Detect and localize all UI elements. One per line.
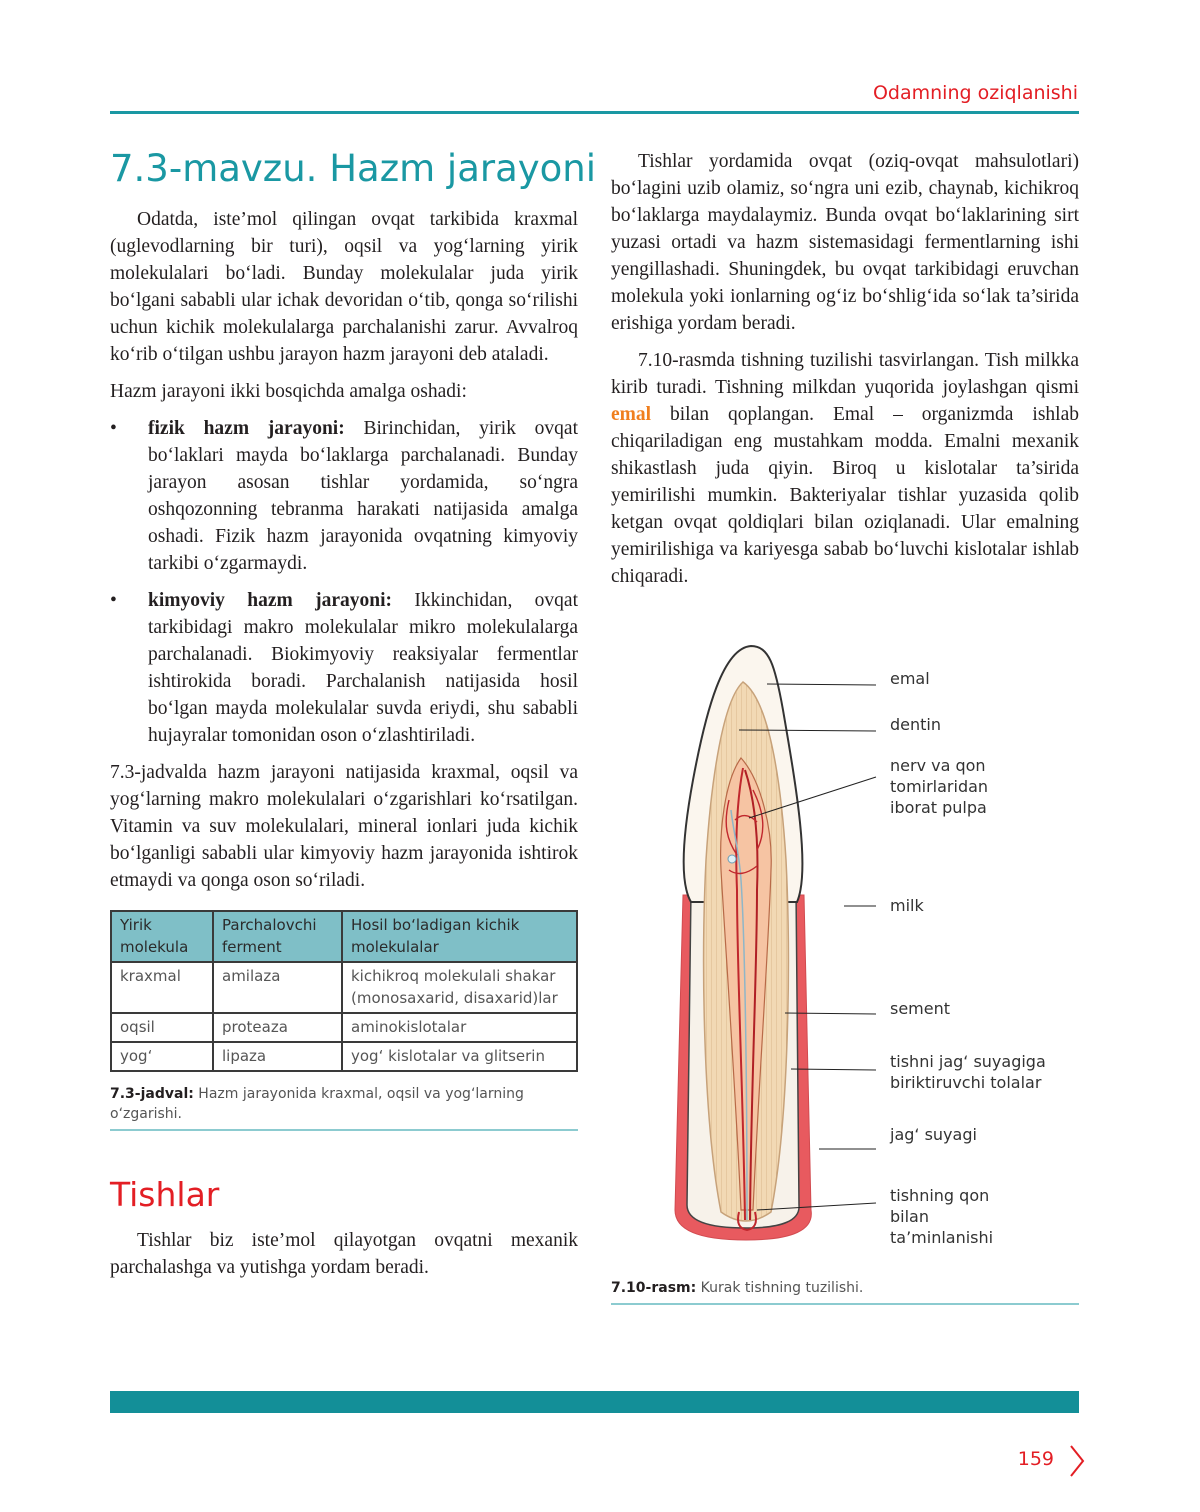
teeth-paragraph: Tishlar biz iste’mol qilayotgan ovqatni mexanik parchalashga va yutishga yordam beradi.: [110, 1230, 578, 1278]
table-cell: yog‘ kislotalar va glitserin: [342, 1042, 577, 1071]
table-header-cell: Hosil bo‘ladigan kichik molekulalar: [342, 911, 577, 962]
label-milk: milk: [890, 896, 924, 915]
table-intro-paragraph: 7.3-jadvalda hazm jarayoni natijasida kraxmal, oqsil va yog‘larning makro molekulalari o‘zgarishlari ko‘rsatilgan. Vitamin va suv molekulalari, mineral ionlari juda kichik bo‘lganligi sababli ular kimyoviy hazm jarayonida ishtirok etmaydi va qonga oson so‘riladi.: [110, 762, 578, 891]
right-column: [611, 148, 1079, 600]
table-caption-text: Hazm jarayonida kraxmal, oqsil va yog‘larning o‘zgarishi.: [110, 1086, 524, 1122]
stage-term: kimyoviy hazm jarayoni:: [148, 590, 392, 611]
nerve-node: [728, 855, 736, 863]
label-line: tishning qon: [890, 1186, 990, 1205]
stage-text: Ikkinchidan, ovqat tarkibidagi makro molekulalar mikro molekulalarga parchalanadi. Biokimyoviy reaksiyalar fermentlar ishtirokida boradi. Parchalanish natijasida hosil bo‘lgan mayda molekulalar suvda eriydi, shu sababli hujayralar tomonidan oson o‘zlashtiriladi.: [148, 590, 579, 746]
label-emal: emal: [890, 669, 930, 688]
label-line: nerv va qon: [890, 756, 986, 775]
table-cell: aminokislotalar: [342, 1013, 577, 1042]
table-cell: oqsil: [111, 1013, 213, 1042]
label-line: ta’minlanishi: [890, 1228, 994, 1247]
page-number: 159: [1017, 1448, 1054, 1470]
table-row: [111, 962, 577, 1013]
table-header-cell: Parchalovchi ferment: [213, 911, 342, 962]
table-cell: lipaza: [213, 1042, 342, 1071]
label-sement: sement: [890, 999, 951, 1018]
table-row: [111, 1013, 577, 1042]
stages-intro: Hazm jarayoni ikki bosqichda amalga oshadi:: [110, 381, 467, 402]
tooth-figure: [611, 640, 1079, 1255]
table-caption: [110, 1084, 578, 1131]
footer-bar: [110, 1391, 1079, 1413]
label-line: bilan: [890, 1207, 929, 1226]
label-line: tomirlaridan: [890, 777, 989, 796]
label-tolalar: [890, 1051, 1046, 1093]
label-jag: jag‘ suyagi: [890, 1125, 977, 1144]
tooth-diagram: [611, 640, 1079, 1255]
stage-term: fizik hazm jarayoni:: [148, 418, 345, 439]
label-line: biriktiruvchi tolalar: [890, 1073, 1042, 1092]
section-title-teeth: Tishlar: [110, 1175, 220, 1214]
intro-paragraph: Odatda, iste’mol qilingan ovqat tarkibida kraxmal (uglevodlarning bir turi), oqsil va yog‘larning yirik molekulalari bo‘ladi. Bunday molekulalar juda yirik bo‘lgani sababli ular ichak devoridan o‘tib, qonga so‘rilishi uchun kichik molekulalarga parchalanishi zarur. Avvalroq ko‘rib o‘tilgan ushbu jarayon hazm jarayoni deb ataladi.: [110, 209, 578, 365]
paragraph-text: bilan qoplangan. Emal – organizmda ishlab chiqariladigan eng mustahkam modda. Emalni mexanik shikastlash juda qiyin. Biroq u kislotalar ta’sirida yemirilishi mumkin. Bakteriyalar tishlar yuzasida qolib ketgan ovqat qoldiqlari bilan oziqlanadi. Ular emalning yemirilishiga va kariyesga sabab bo‘luvchi kislotalar ishlab chiqaradi.: [611, 404, 1079, 587]
label-line: tishni jag‘ suyagiga: [890, 1052, 1046, 1071]
table-cell: kraxmal: [111, 962, 213, 1013]
label-dentin: dentin: [890, 715, 941, 734]
teeth-function-paragraph: Tishlar yordamida ovqat (oziq-ovqat mahsulotlari) bo‘lagini uzib olamiz, so‘ngra uni ezib, chaynab, kichikroq bo‘laklarga maydalaymiz. Bunda ovqat bo‘laklarining sirt yuzasi ortadi va hazm sistemasidagi fermentlarning ishi yengillashadi. Shuningdek, bu ovqat tarkibidagi eruvchan molekula yoki ionlarning og‘iz bo‘shlig‘ida so‘lak ta’sirida erishiga yordam beradi.: [611, 151, 1079, 334]
figure-caption-text: Kurak tishning tuzilishi.: [696, 1280, 864, 1296]
stage-text: Birinchidan, yirik ovqat bo‘laklari mayda bo‘laklarga parchalanadi. Bunday jarayon asosan tishlar yordamida, so‘ngra oshqozonning tebranma harakati natijasida amalga oshadi. Fizik hazm jarayonida ovqatning kimyoviy tarkibi o‘zgarmaydi.: [148, 418, 578, 574]
table-caption-label: 7.3-jadval:: [110, 1086, 194, 1102]
label-qon: [890, 1185, 993, 1248]
list-item: [110, 415, 578, 577]
enamel-highlight: emal: [611, 404, 652, 425]
figure-caption-label: 7.10-rasm:: [611, 1280, 697, 1296]
list-item: [110, 587, 578, 749]
label-pulpa: [890, 755, 988, 818]
table-header-row: [111, 911, 577, 962]
figure-caption: [611, 1278, 1079, 1305]
table-header-cell: Yirik molekula: [111, 911, 213, 962]
table-cell: amilaza: [213, 962, 342, 1013]
digestion-stages-list: [110, 415, 578, 749]
running-title: Odamning oziqlanishi: [872, 82, 1078, 104]
table-cell: proteaza: [213, 1013, 342, 1042]
table-row: [111, 1042, 577, 1071]
topic-title: 7.3-mavzu. Hazm jarayoni: [110, 147, 597, 190]
header-rule: [110, 111, 1079, 114]
leader-line-emal: [767, 684, 876, 685]
label-line: iborat pulpa: [890, 798, 987, 817]
chevron-right-icon: [1068, 1443, 1086, 1479]
table-cell: yog‘: [111, 1042, 213, 1071]
digestion-table: [110, 910, 578, 1072]
table-cell: kichikroq molekulali shakar (monosaxarid, disaxarid)lar: [342, 962, 577, 1013]
left-column: [110, 140, 597, 1291]
paragraph-text: 7.10-rasmda tishning tuzilishi tasvirlangan. Tish milkka kirib turadi. Tishning milkdan yuqorida joylashgan qismi: [611, 350, 1079, 398]
tooth-structure-paragraph: [611, 347, 1079, 590]
